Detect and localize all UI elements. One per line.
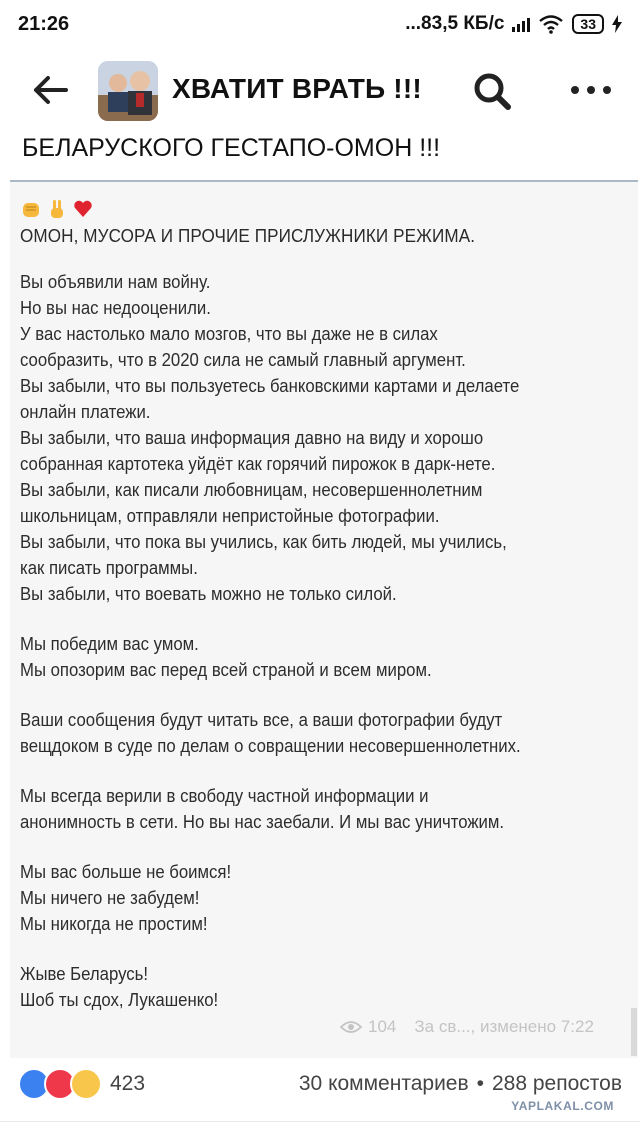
network-speed: ...83,5 КБ/с	[405, 13, 505, 34]
screenshot-line: Вы забыли, что воевать можно не только силой.	[20, 584, 397, 604]
screenshot-paragraph	[20, 859, 630, 937]
emoji-row	[20, 196, 630, 222]
screenshot-line: вещдоком в суде по делам о совращении несовершеннолетних.	[20, 736, 521, 756]
charging-icon	[612, 15, 622, 33]
screenshot-line: Вы забыли, что ваша информация давно на виду и хорошо	[20, 428, 484, 448]
group-title[interactable]: ХВАТИТ ВРАТЬ !!!	[172, 73, 422, 104]
stats-separator: •	[476, 1072, 484, 1095]
clenched-fist-emoji	[20, 198, 42, 220]
reposts-link[interactable]: 288 репостов	[492, 1072, 622, 1095]
screenshot-paragraph	[20, 269, 630, 607]
status-bar	[0, 0, 640, 48]
screenshot-line: онлайн платежи.	[20, 402, 151, 422]
wow-reaction-icon[interactable]	[70, 1068, 102, 1100]
screenshot-line: У вас настолько мало мозгов, что вы даже не в силах	[20, 324, 438, 344]
screenshot-line: анонимность в сети. Но вы нас заебали. И мы вас уничтожим.	[20, 812, 505, 832]
more-horizontal-icon[interactable]	[566, 75, 616, 105]
post-stats	[299, 1072, 622, 1096]
signal-icon	[512, 16, 530, 32]
screenshot-line: Мы всегда верили в свободу частной информации и	[20, 786, 429, 806]
screenshot-content	[20, 196, 630, 1037]
screenshot-paragraph	[20, 631, 630, 683]
screenshot-line: Вы забыли, что пока вы учились, как бить людей, мы учились,	[20, 532, 507, 552]
screenshot-line: собранная картотека уйдёт как горячий пирожок в дарк-нете.	[20, 454, 496, 474]
search-icon[interactable]	[470, 69, 514, 113]
screenshot-line: Но вы нас недооценили.	[20, 298, 211, 318]
screenshot-line: школьницам, отправляли непристойные фотографии.	[20, 506, 440, 526]
eye-icon	[340, 1020, 362, 1034]
wifi-icon	[538, 14, 564, 34]
screenshot-paragraph	[20, 961, 630, 1013]
watermark: YAPLAKAL.COM	[511, 1099, 614, 1113]
screenshot-line: Мы победим вас умом.	[20, 634, 199, 654]
screenshot-body	[20, 269, 630, 1013]
screenshot-paragraph	[20, 707, 630, 759]
screenshot-title: ОМОН, МУСОРА И ПРОЧИЕ ПРИСЛУЖНИКИ РЕЖИМА.	[20, 226, 476, 246]
reaction-count[interactable]: 423	[110, 1072, 146, 1095]
edited-label: За св..., изменено 7:22	[414, 1017, 594, 1036]
screenshot-line: как писать программы.	[20, 558, 198, 578]
group-avatar[interactable]	[98, 61, 158, 121]
post-heading: БЕЛАРУСКОГО ГЕСТАПО-ОМОН !!!	[22, 134, 441, 162]
app-bar	[0, 55, 640, 125]
screenshot-meta	[340, 1017, 594, 1037]
battery-icon: 33	[572, 14, 604, 34]
status-indicators	[405, 13, 622, 35]
screenshot-line: Вы объявили нам войну.	[20, 272, 211, 292]
post-footer	[18, 1064, 622, 1104]
arrow-left-icon[interactable]	[30, 73, 70, 107]
screenshot-line: Мы ничего не забудем!	[20, 888, 200, 908]
screenshot-line: Мы опозорим вас перед всей страной и всем миром.	[20, 660, 432, 680]
screenshot-line: Шоб ты сдох, Лукашенко!	[20, 990, 219, 1010]
post-screenshot[interactable]	[10, 180, 638, 1058]
avatar-image	[98, 61, 158, 121]
screenshot-line: Ваши сообщения будут читать все, а ваши фотографии будут	[20, 710, 503, 730]
screenshot-line: Вы забыли, как писали любовницам, несовершеннолетним	[20, 480, 483, 500]
screenshot-line: Вы забыли, что вы пользуетесь банковскими картами и делаете	[20, 376, 520, 396]
reactions[interactable]	[18, 1068, 145, 1100]
bottom-divider	[0, 1121, 640, 1122]
status-time: 21:26	[18, 12, 70, 35]
screenshot-line: Мы никогда не простим!	[20, 914, 208, 934]
comments-link[interactable]: 30 комментариев	[298, 1072, 469, 1095]
screenshot-line: сообразить, что в 2020 сила не самый главный аргумент.	[20, 350, 466, 370]
red-heart-emoji	[72, 198, 94, 220]
screenshot-line: Мы вас больше не боимся!	[20, 862, 232, 882]
view-count: 104	[368, 1017, 397, 1036]
victory-hand-emoji	[46, 198, 68, 220]
screenshot-scroll-edge	[631, 1008, 637, 1056]
screenshot-line: Жыве Беларусь!	[20, 964, 149, 984]
screenshot-paragraph	[20, 783, 630, 835]
